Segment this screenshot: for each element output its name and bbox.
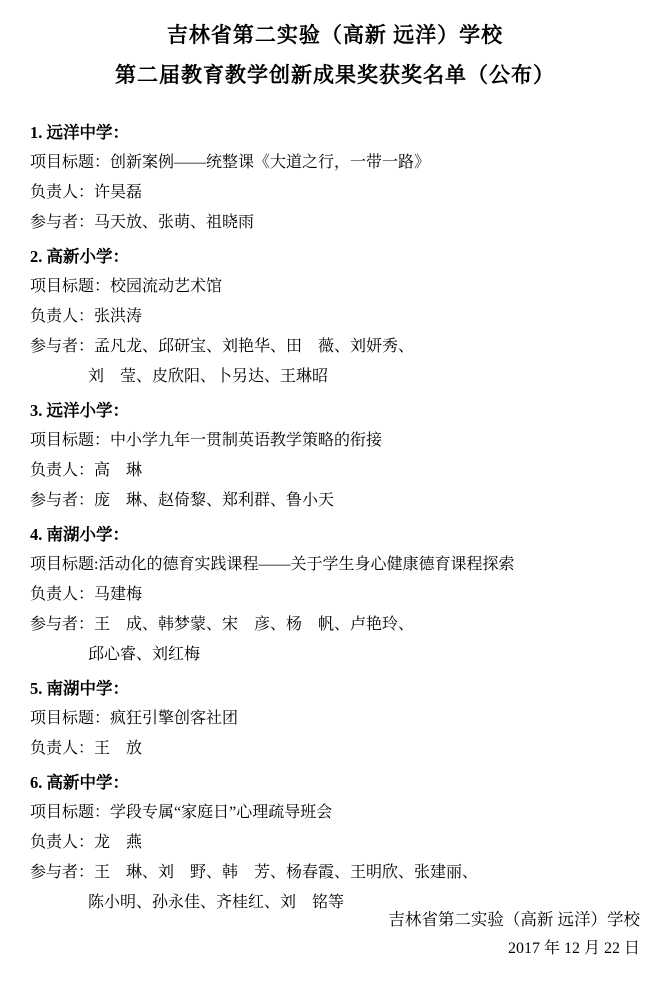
title-line-2: 第二届教育教学创新成果奖获奖名单（公布） <box>115 63 555 87</box>
entry-leader: 负责人：龙 燕 <box>30 834 143 851</box>
entry-participants: 参与者：马天放、张萌、祖晓雨 <box>30 214 255 231</box>
award-entry <box>30 768 640 918</box>
entry-leader: 负责人：许昊磊 <box>30 184 143 201</box>
award-entry <box>30 396 640 516</box>
entry-heading: 5. 南湖中学： <box>30 679 129 698</box>
award-entry <box>30 674 640 764</box>
entry-leader: 负责人：张洪涛 <box>30 308 143 325</box>
award-entry <box>30 520 640 670</box>
award-entry <box>30 118 640 238</box>
entry-participants: 参与者：王 琳、刘 野、韩 芳、杨春霞、王明欣、张建丽、 <box>30 864 479 881</box>
entry-participants-continued: 邱心睿、刘红梅 <box>88 646 201 663</box>
entry-leader: 负责人：马建梅 <box>30 586 143 603</box>
entry-participants-continued: 刘 莹、皮欣阳、卜另达、王琳昭 <box>88 368 329 385</box>
entry-heading: 4. 南湖小学： <box>30 525 129 544</box>
document-title <box>30 18 640 92</box>
title-line-1: 吉林省第二实验（高新 远洋）学校 <box>166 23 504 47</box>
entry-project-title: 项目标题：中小学九年一贯制英语教学策略的衔接 <box>30 432 383 449</box>
footer-date: 2017 年 12 月 22 日 <box>507 940 640 957</box>
entry-project-title: 项目标题:活动化的德育实践课程——关于学生身心健康德育课程探索 <box>30 556 515 573</box>
document-footer <box>388 905 640 963</box>
entry-project-title: 项目标题：校园流动艺术馆 <box>30 278 223 295</box>
entry-participants: 参与者：庞 琳、赵倚黎、郑利群、鲁小天 <box>30 492 335 509</box>
award-entry <box>30 242 640 392</box>
award-entries-list <box>30 118 640 918</box>
entry-participants: 参与者：王 成、韩梦蒙、宋 彦、杨 帆、卢艳玲、 <box>30 616 415 633</box>
entry-project-title: 项目标题：疯狂引擎创客社团 <box>30 710 239 727</box>
entry-participants: 参与者：孟凡龙、邱研宝、刘艳华、田 薇、刘妍秀、 <box>30 338 415 355</box>
entry-heading: 3. 远洋小学： <box>30 401 129 420</box>
entry-project-title: 项目标题：创新案例——统整课《大道之行，一带一路》 <box>30 154 431 171</box>
entry-project-title: 项目标题：学段专属“家庭日”心理疏导班会 <box>30 804 333 821</box>
footer-organization: 吉林省第二实验（高新 远洋）学校 <box>388 910 640 929</box>
entry-heading: 2. 高新小学： <box>30 247 129 266</box>
entry-leader: 负责人：高 琳 <box>30 462 143 479</box>
entry-heading: 1. 远洋中学： <box>30 123 129 142</box>
entry-heading: 6. 高新中学： <box>30 773 129 792</box>
entry-leader: 负责人：王 放 <box>30 740 143 757</box>
entry-participants-continued: 陈小明、孙永佳、齐桂红、刘 铭等 <box>88 894 345 911</box>
